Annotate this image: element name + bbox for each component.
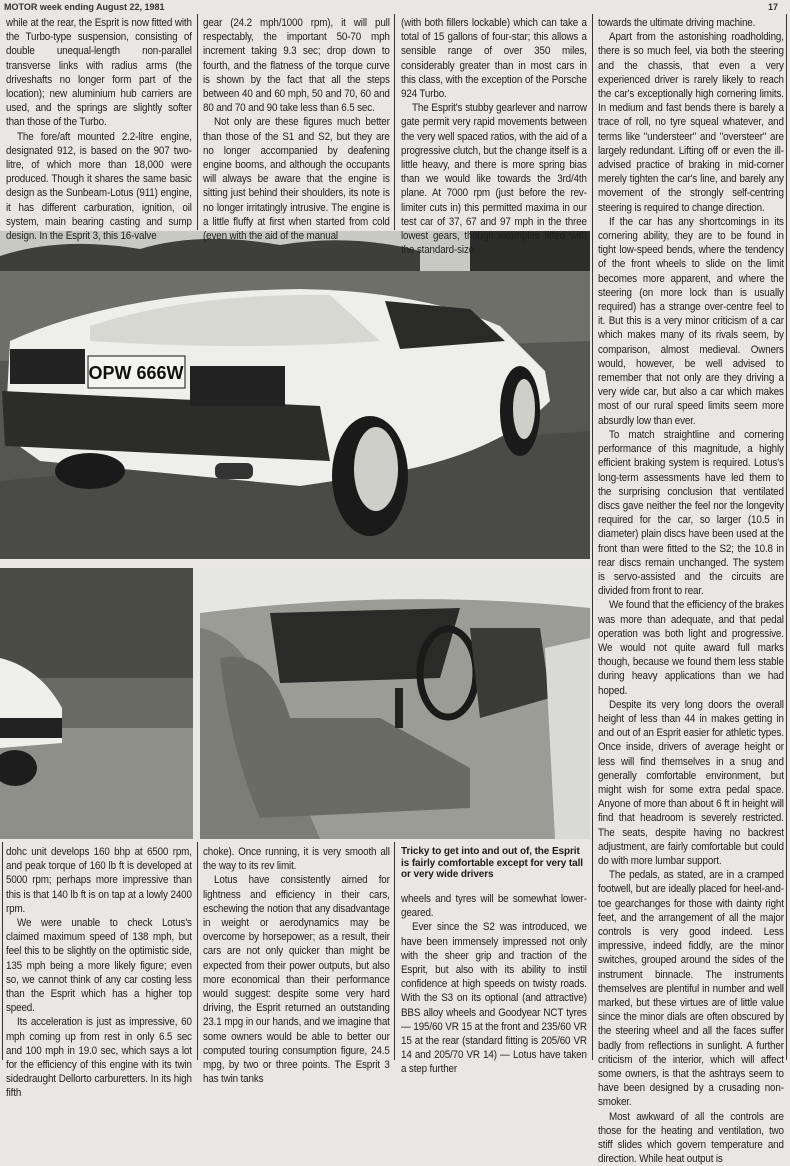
- photo-esprit-interior: [200, 568, 590, 839]
- paragraph: (with both fillers lockable) which can take a total of 15 gallons of four-star; this allows a sensible range of over 350 miles, considerably greater than in most cars in this class, with the exception of the Porsche 924 Turbo.: [401, 17, 587, 101]
- article-column-2-bottom: [203, 845, 390, 1086]
- paragraph: To match straightline and cornering performance of this magnitude, a highly efficient braking system is required. Lotus's long-term assessments have led them to the surprising conclusion that ventilated discs gave neither the feel nor the longevity required for the car, so larger (10.5 in diameter) plain discs have been used at the front than were fitted to the S2; the 10.8 in rear discs remain unchanged. The system is servo-assisted and the circuits are divided from front to rear.: [598, 428, 784, 598]
- paragraph: towards the ultimate driving machine.: [598, 17, 756, 29]
- column-divider: [197, 842, 198, 1060]
- paragraph: Lotus have consistently aimed for lightness and efficiency in their cars, eschewing the notion that any disadvantage in weight or aerodynamics may be overcome by horsepower; as a result, their cars are not only quicker than might be expected from their power outputs, but also more economical than their performance would suggest: despite some very hard driving, the Esprit returned an outstanding 23.1 mpg in our hands, and we imagine that some owners would be able to better our computed touring consumption figure, 24.5 mpg, by two or three points. The Esprit 3 has twin tanks: [203, 874, 390, 1086]
- article-column-1-top: [6, 16, 192, 243]
- paragraph: If the car has any shortcomings in its cornering ability, they are to be found in tight low-speed bends, where the tendency of the front wheels to slide on the limit becomes more apparent, and where the steering (on more lock than is usually required) has a strange over-centre feel to it. But this is a very minor criticism of a car which makes many of its rivals seem, by comparison, almost medieval. Owners would, however, be well advised to remember that not only are they driving a very wide car, but also a car which makes most of our rural speed limits seem more absurdly low than ever.: [598, 215, 784, 427]
- paragraph: gear (24.2 mph/1000 rpm), it will pull respectably, the important 50-70 mph increment taking 9.3 sec; drop down to fourth, and the flatness of the torque curve is shown by the fact that all the steps between 40 and 60 mph, 50 and 70, 60 and 80 and 70 and 90 take less than 6.5 sec.: [203, 17, 390, 115]
- article-column-1-bottom: [6, 845, 192, 1101]
- paragraph: The pedals, as stated, are in a cramped footwell, but are ideally placed for heel-and-toe gearchanges for those with dainty right feet, and the arrangement of all the major controls is very good indeed. Less impressive, indeed fiddly, are the minor switches, grouped around the sides of the instrument binnacle. The instruments themselves are plentiful in number and well marked, but these virtues are of little value since the minor dials are often obscured by the steering wheel and all the faces suffer badly from reflections in sunlight. A further criticism of the interior, which will affect some owners, is that the ashtrays seem to have been designed by a crusading non-smoker.: [598, 869, 784, 1109]
- column-divider: [394, 14, 395, 230]
- running-head: MOTOR week ending August 22, 1981: [4, 2, 165, 12]
- paragraph: Despite its very long doors the overall height of less than 44 in makes getting in and out of an Esprit easier for athletic types. Once inside, drivers of average height or less will find themselves in a snug and generally comfortable environment, but might wish for some extra pedal space. Anyone of more than about 6 ft in height will find that headroom is severely restricted. The seats, despite having no backrest adjustment, are fairly comfortable but could do with more lumbar support.: [598, 698, 784, 867]
- article-column-3-bottom: [401, 892, 587, 1077]
- paragraph: while at the rear, the Esprit is now fitted with the Turbo-type suspension, consisting of double unequal-length non-parallel transverse links with radius arms (the driveshafts no longer form part of the location); new aluminium hub carriers are used, and the springs are slightly softer than those of the Turbo.: [6, 17, 192, 129]
- paragraph: choke). Once running, it is very smooth all the way to its rev limit.: [203, 846, 390, 873]
- paragraph: Most awkward of all the controls are those for the heating and ventilation, two stiff slides which govern temperature and direction. While heat output is: [598, 1110, 784, 1166]
- photo-caption: Tricky to get into and out of, the Esprit is fairly comfortable except for very tall or very wide drivers: [401, 846, 583, 880]
- paragraph: dohc unit develops 160 bhp at 6500 rpm, and peak torque of 160 lb ft is developed at 5000 rpm; perhaps more impressive than this is that 140 lb ft is on tap at a lowly 2400 rpm.: [6, 846, 192, 915]
- column-divider: [592, 14, 593, 1060]
- paragraph: wheels and tyres will be somewhat lower-geared.: [401, 893, 587, 920]
- article-column-2-top: [203, 16, 390, 243]
- column-divider: [786, 14, 787, 1060]
- article-column-3-top: [401, 16, 587, 257]
- paragraph: The fore/aft mounted 2.2-litre engine, designated 912, is based on the 907 two-litre, of which more than 18,000 were produced. Though it shares the same basic design as the Sunbeam-Lotus (911) engine, it has different carburation, ignition, oil system, main bearing casting and sump design. In the Esprit 3, this 16-valve: [6, 130, 192, 243]
- article-column-4: [598, 16, 784, 1166]
- paragraph: Apart from the astonishing roadholding, there is so much feel, via both the steering and the chassis, that even a very experienced driver is rarely likely to reach the car's exceptionally high cornering limits. In medium and fast bends there is barely a trace of roll, no tyre squeal whatever, and terms like "understeer" and "oversteer" are largely redundant. Lifting off or even the ill-advised practice of braking in mid-corner merely tighten the car's line, and barely any movement of the strongly self-centring steering is required to change direction.: [598, 31, 784, 214]
- column-divider: [2, 842, 3, 1060]
- paragraph: Its acceleration is just as impressive, 60 mph coming up from rest in only 6.5 sec and 100 mph in 19.0 sec, which says a lot for the efficiency of this engine with its twin sidedraught Dellorto carburetters. In its high fifth: [6, 1016, 192, 1100]
- number-plate: OPW 666W: [88, 363, 184, 383]
- column-divider: [394, 842, 395, 1060]
- photo-esprit-rear: [0, 231, 590, 559]
- page-number: 17: [767, 2, 778, 12]
- paragraph: We were unable to check Lotus's claimed maximum speed of 138 mph, but feel this to be slightly on the optimistic side, 135 mph being a more likely figure; even so, we cannot think of any car costing less than the Esprit which has a higher top speed.: [6, 917, 192, 1015]
- paragraph: Ever since the S2 was introduced, we have been immensely impressed not only with the sheer grip and traction of the Esprit, but also with its ability to instil confidence at high speeds on twisty roads. With the S3 on its optional (and attractive) BBS alloy wheels and Goodyear NCT tyres — 195/60 VR 15 at the front and 235/60 VR 15 at the rear (standard fitting is 205/60 VR 14 and 205/70 VR 14) — Lotus have taken a step further: [401, 921, 587, 1076]
- paragraph: Not only are these figures much better than those of the S1 and S2, but they are no longer accompanied by deafening engine booms, and although the occupants will always be aware that the engine is sitting just behind their shoulders, its note is no longer irritatingly intrusive. The engine is a little fluffy at first when started from cold (even with the aid of the manual: [203, 116, 390, 243]
- column-divider: [197, 14, 198, 230]
- paragraph: We found that the efficiency of the brakes was more than adequate, and that pedal operation was both light and progressive. We would not quite award full marks though, because we found them less stable during heavy applications than we had hoped.: [598, 599, 784, 697]
- photo-esprit-front: [0, 568, 193, 839]
- paragraph: The Esprit's stubby gearlever and narrow gate permit very rapid movements between the very well spaced ratios, with the aid of a progressive clutch, but the change itself is a little heavy, and there is more spring bias than we would like towards the 3rd/4th plane. At 7000 rpm (just before the rev-limiter cuts in) this permitted maxima in our test car of 37, 67 and 97 mph in the three lowest gears, though examples fitted with the standard-size: [401, 102, 587, 257]
